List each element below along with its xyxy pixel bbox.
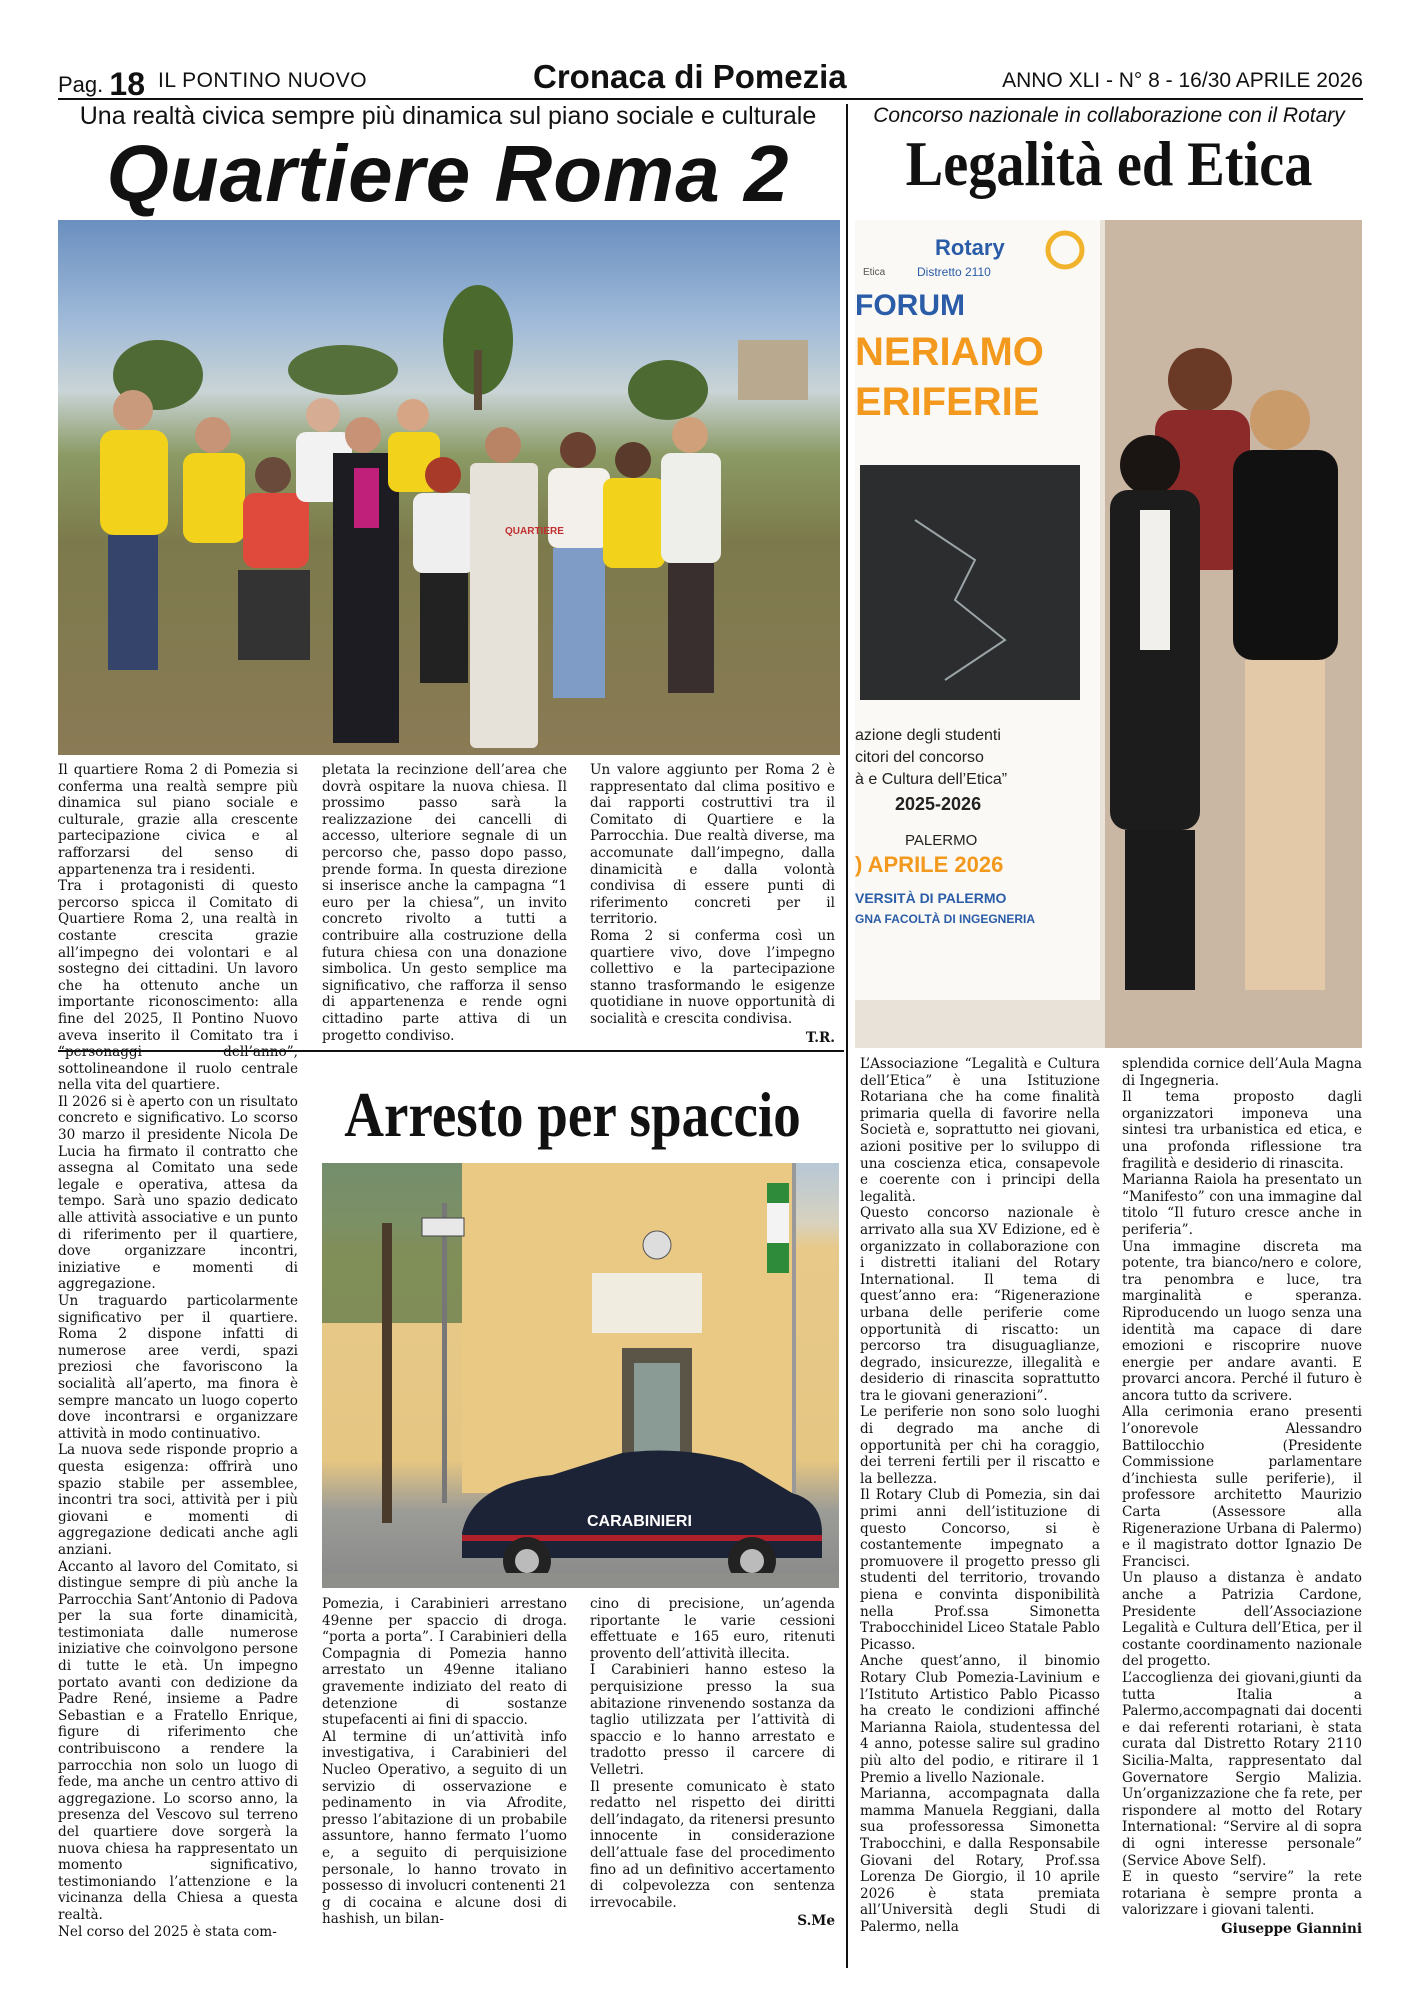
group-photo	[58, 220, 840, 755]
paragraph: Accanto al lavoro del Comitato, si distingue sempre di più anche la Parrocchia Sant’Antonio di Padova per la sua forte dinamicità, testimoniata dalle numerose iniziative che coinvolgono persone di tutte le età. Un impegno portato avanti con dedizione da Padre René, insieme a Padre Sebastian e a Fratello Enrique, figure di riferimento che contribuiscono a rendere la parrocchia non solo un luogo di fede, ma anche un centro attivo di aggregazione. Lo scorso anno, la presenza del Vescovo sul terreno del quartiere dove sorgerà la nuova chiesa ha rappresentato un momento significativo, testimoniando l’attenzione e la vicinanza della Chiesa a questa realtà.	[58, 1558, 298, 1923]
right-article-column-2	[1122, 1056, 1362, 1968]
banner-univ-2: GNA FACOLTÀ DI INGEGNERIA	[855, 912, 1035, 926]
banner-forum: FORUM	[855, 289, 965, 322]
paragraph: splendida cornice dell’Aula Magna di Ingegneria.	[1122, 1056, 1362, 1089]
paragraph: Al termine di un’attività info investigativa, i Carabinieri del Nucleo Operativo, a seguito di un servizio di osservazione e pedinamento in via Afrodite, presso l’abitazione di un probabile assuntore, hanno fermato l’uomo e, a seguito di perquisizione personale, lo hanno trovato in possesso di involucri contenenti 21 g di cocaina e alcune dosi di hashish, un bilan-	[322, 1728, 567, 1928]
section-title: Cronaca di Pomezia	[533, 58, 847, 95]
banner-line-1: NERIAMO	[855, 330, 1044, 374]
paragraph: Nel corso del 2025 è stata com-	[58, 1923, 277, 1940]
banner-desc-2: citori del concorso	[855, 749, 984, 766]
paragraph: Tra i protagonisti di questo percorso spicca il Comitato di Quartiere Roma 2, una realtà in costante crescita grazie all’impegno dei volontari e al sostegno dei cittadini. Un lavoro che ha ottenuto anche un importante riconoscimento: alla fine del 2025, Il Pontino Nuovo aveva inserito il Comitato tra i “personaggi dell’anno”, sottolineandone il ruolo centrale nella vita del quartiere.	[58, 878, 298, 1094]
paragraph: Marianna Raiola ha presentato un “Manifesto” con una immagine dal titolo “Il futuro cresce anche in periferia”.	[1122, 1172, 1362, 1238]
banner-years: 2025-2026	[895, 794, 982, 814]
paragraph: La nuova sede risponde proprio a questa esigenza: offrirà uno spazio stabile per assemblee, incontri tra soci, attività per i più giovani e momenti di aggregazione dedicati anche agli anziani.	[58, 1442, 298, 1558]
right-kicker: Concorso nazionale in collaborazione con il Rotary	[873, 104, 1345, 127]
carabinieri-photo-illustration	[322, 1163, 839, 1588]
middle-article-column-2	[590, 1596, 835, 1968]
left-article-signature: T.R.	[805, 1029, 835, 1046]
newspaper-name: IL PONTINO NUOVO	[158, 69, 368, 92]
left-article-column-1	[58, 762, 298, 1968]
paragraph: Le periferie non sono solo luoghi di degrado ma anche di opportunità per chi ha coraggio, dei terreni fertili per il riscatto e la bellezza.	[860, 1404, 1100, 1487]
carabinieri-photo	[322, 1163, 839, 1588]
paragraph: I Carabinieri hanno esteso la perquisizione presso la sua abitazione rinvenendo sostanza da taglio utilizzata per l’attività di spaccio e lo hanno arrestato e tradotto presso il carcere di Velletri.	[590, 1662, 835, 1778]
paragraph: Un valore aggiunto per Roma 2 è rappresentato dal clima positivo e dai rapporti costruttivi tra il Comitato di Quartiere e la Parrocchia. Due realtà diverse, ma accomunate dall’impegno, dalla dinamicità e dalla volontà condivisa di essere punti di riferimento concreti per il territorio.	[590, 762, 835, 928]
paragraph: Pomezia, i Carabinieri arrestano 49enne per spaccio di droga. “porta a porta”. I Carabinieri della Compagnia di Pomezia hanno arrestato un 49enne italiano gravemente indiziato del reato di detenzione di sostanze stupefacenti ai fini di spaccio.	[322, 1596, 567, 1729]
paragraph: pletata la recinzione dell’area che dovrà ospitare la nuova chiesa. Il prossimo passo sarà la realizzazione dei cancelli di accesso, ulteriore segnale di un percorso che, passo dopo passo, prende forma. In questa direzione si inserisce anche la campagna “1 euro per la chiesa”, un invito concreto rivolto a tutti a contribuire alla costruzione della futura chiesa con una donazione simbolica. Un gesto semplice ma significativo, che rafforza il senso di appartenenza e rende ogni cittadino parte attiva di un progetto condiviso.	[322, 762, 567, 1044]
paragraph: Roma 2 si conferma così un quartiere vivo, dove l’impegno collettivo e la partecipazione stanno trasformando le esigenze quotidiane in nuove opportunità di socialità e crescita condivisa.	[590, 927, 835, 1027]
left-headline: Quartiere Roma 2	[106, 129, 790, 218]
car-lettering: CARABINIERI	[587, 1513, 692, 1530]
rotary-photo	[855, 220, 1362, 1048]
paragraph: cino di precisione, un’agenda riportante le varie cessioni effettuate e 165 euro, ritenuti provento dell’attività illecita.	[590, 1596, 835, 1662]
banner-date: ) APRILE 2026	[855, 852, 1004, 877]
banner-desc-1: azione degli studenti	[855, 727, 1001, 744]
paragraph: Il quartiere Roma 2 di Pomezia si conferma una realtà sempre più dinamica sul piano sociale e culturale, grazie alla crescente partecipazione civica e al rafforzarsi del senso di appartenenza tra i residenti.	[58, 762, 298, 878]
middle-headline: Arresto per spaccio	[344, 1079, 801, 1150]
paragraph: Il tema proposto dagli organizzatori imponeva una sintesi tra urbanistica ed etica, e una profonda riflessione tra fragilità e desiderio di rinascita.	[1122, 1089, 1362, 1172]
paragraph: Un plauso a distanza è andato anche a Patrizia Cardone, Presidente dell’Associazione Legalità e Cultura dell’Etica, per il costante coordinamento nazionale del progetto.	[1122, 1570, 1362, 1670]
right-article-signature: Giuseppe Giannini	[1221, 1920, 1362, 1937]
rotary-brand: Rotary	[935, 235, 1005, 260]
banner-line-2: ERIFERIE	[855, 380, 1040, 424]
paragraph: Il 2026 si è aperto con un risultato concreto e significativo. Lo scorso 30 marzo il presidente Nicola De Lucia ha firmato il contratto che assegna al Comitato una sede legale e operativa, attesa da tempo. Sarà uno spazio dedicato alle attività associative e un punto di riferimento per il quartiere, dove organizzare incontri, iniziative e momenti di aggregazione.	[58, 1093, 298, 1293]
paragraph: Una immagine discreta ma potente, tra bianco/nero e colore, tra penombra e luce, tra marginalità e speranza. Riproducendo un luogo senza una identità ma capace di dare emozioni e riscoprire nuove energie per andare avanti. E provarci ancora. Perché il futuro è ancora tutto da scrivere.	[1122, 1238, 1362, 1404]
paragraph: Un traguardo particolarmente significativo per il quartiere. Roma 2 dispone infatti di numerose aree verdi, spazi preziosi che favoriscono la socialità all’aperto, ma finora è sempre mancato un luogo coperto dove incontrarsi e organizzare attività in modo continuativo.	[58, 1293, 298, 1442]
banner-city: PALERMO	[905, 832, 978, 849]
banner-univ-1: VERSITÀ DI PALERMO	[855, 890, 1007, 906]
paragraph: L’Associazione “Legalità e Cultura dell’Etica” è una Istituzione Rotariana che ha come finalità primaria quella di favorire nella Società e, soprattutto nei giovani, azioni positive per lo sviluppo di una coscienza etica, consapevole e coerente con i principi della legalità.	[860, 1056, 1100, 1205]
paragraph: Il presente comunicato è stato redatto nel rispetto dei diritti dell’indagato, da ritenersi presunto innocente in considerazione dell’attuale fase del procedimento fino ad un definitivo accertamento di colpevolezza con sentenza irrevocabile.	[590, 1778, 835, 1911]
rotary-district: Distretto 2110	[917, 265, 991, 279]
paragraph: L’accoglienza dei giovani,giunti da tutta Italia a Palermo,accompagnati dai docenti e dai referenti rotariani, è stata curata dal Distretto Rotary 2110 Sicilia-Malta, rappresentato dal Governatore Sergio Malizia. Un’organizzazione che fa rete, per rispondere al motto del Rotary International: “Servire al di sopra di ogni interesse personale” (Service Above Self).	[1122, 1669, 1362, 1869]
page-number: Pag. 18	[58, 66, 145, 102]
left-kicker: Una realtà civica sempre più dinamica sul piano sociale e culturale	[79, 102, 817, 130]
paragraph: Il Rotary Club di Pomezia, sin dai primi anni dell’istituzione di questo Concorso, si è costantemente impegnato a promuovere il progetto presso gli studenti del territorio, trovando piena e convinta disponibilità nella Prof.ssa Simonetta Trabocchinidel Liceo Statale Pablo Picasso.	[860, 1487, 1100, 1653]
rotary-photo-illustration	[855, 220, 1362, 1048]
page-header	[58, 58, 1363, 100]
paragraph: Marianna, accompagnata dalla mamma Manuela Reggiani, dalla sua professoressa Simonetta Trabocchini, e dalla Responsabile Giovani del Rotary, Prof.ssa Lorenza De Giorgio, il 10 aprile 2026 è stata premiata all’Università degli Studi di Palermo, nella	[860, 1786, 1100, 1935]
paragraph: Questo concorso nazionale è arrivato alla sua XV Edizione, ed è organizzato in collaborazione con i distretti italiani del Rotary International. Il tema di quest’anno era: “Rigenerazione urbana delle periferie come opportunità di riscatto: un percorso tra disuguaglianze, degrado, insicurezze, illegalità e desiderio di rinascita soprattutto tra le giovani generazioni”.	[860, 1205, 1100, 1404]
paragraph: Alla cerimonia erano presenti l’onorevole Alessandro Battilocchio (Presidente Commissione parlamentare d’inchiesta sulle periferie), il professore architetto Maurizio Carta (Assessore alla Rigenerazione Urbana di Palermo) e il magistrato dottor Ignazio De Francisci.	[1122, 1404, 1362, 1570]
column-divider	[846, 104, 848, 1968]
left-article-column-2	[322, 762, 567, 1047]
shirt-lettering: QUARTIERE	[505, 526, 564, 537]
middle-article-signature: S.Me	[797, 1913, 835, 1930]
paragraph: Anche quest’anno, il binomio Rotary Club Pomezia-Lavinium e l’Istituto Artistico Pablo Picasso ha creato le condizioni affinché Marianna Raiola, studentessa del 4 anno, potesse salire sul gradino più alto del podio, e ritirare il 1 Premio a livello Nazionale.	[860, 1653, 1100, 1786]
right-article-column-1	[860, 1056, 1100, 1968]
right-headline: Legalità ed Etica	[905, 128, 1313, 199]
middle-article-column-1	[322, 1596, 567, 1968]
left-article-column-3	[590, 762, 835, 1047]
group-photo-illustration	[58, 220, 840, 755]
banner-desc-3: à e Cultura dell’Etica”	[855, 771, 1008, 788]
issue-info: ANNO XLI - N° 8 - 16/30 APRILE 2026	[1002, 69, 1363, 92]
banner-corner: Etica	[863, 267, 886, 278]
paragraph: E in questo “servire” la rete rotariana è sempre pronta a valorizzare i giovani talenti.	[1122, 1869, 1362, 1919]
